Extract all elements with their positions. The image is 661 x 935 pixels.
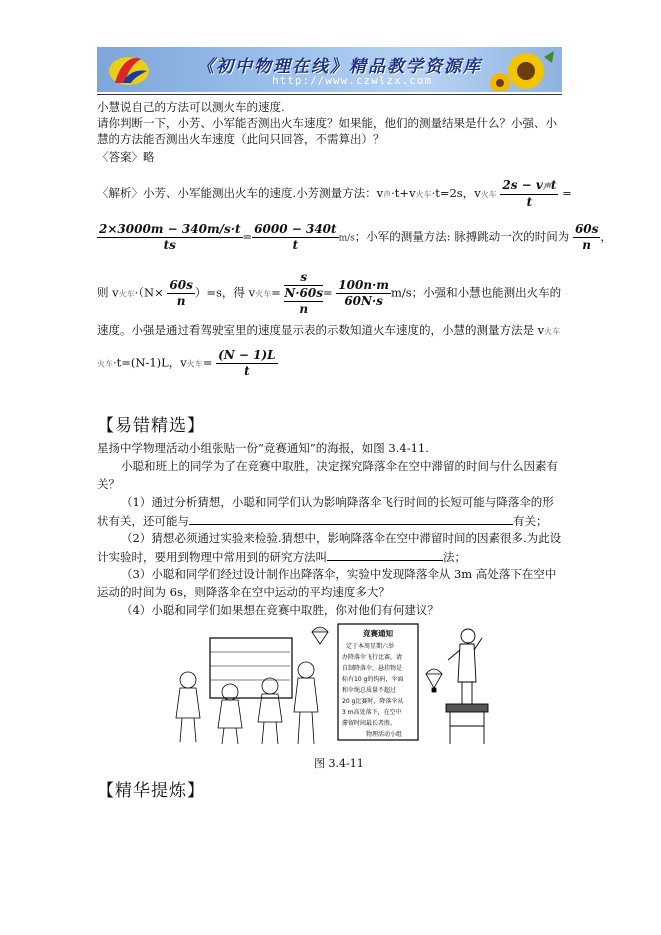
analysis-text: ；小军的测量方法: 脉搏跳动一次的时间为 <box>354 229 570 244</box>
fraction-denominator: ts <box>163 238 176 252</box>
equals-sign: = <box>323 285 333 300</box>
fraction-numerator: 60s <box>169 278 193 292</box>
fraction <box>573 222 600 253</box>
analysis-text: 速度。小强是通过看驾驶室里的速度显示表的示数知道火车速度的，小慧的测量方法是 v <box>97 323 545 337</box>
analysis-text: ）=s，得 v <box>194 285 256 300</box>
subscript: 声 <box>542 181 551 191</box>
subscript: 火车 <box>118 289 135 299</box>
analysis-text: ·t=(N-1)L，v <box>113 355 187 370</box>
fraction-denominator: n <box>176 294 186 308</box>
question-2: （2）猜想必须通过实验来检验.猜想中，影响降落伞在空中滞留时间的因素很多.为此设 <box>121 531 562 545</box>
answer-line: 〈答案〉略 <box>97 150 155 164</box>
text: 状有关，还可能与 <box>97 514 189 528</box>
analysis-line-5 <box>97 348 278 379</box>
subscript: 声 <box>383 190 392 199</box>
fraction <box>500 178 558 210</box>
analysis-text: 〈解析〉小芳、小军能测出火车的速度.小芳测量方法：v <box>97 186 384 200</box>
fraction-numerator: 2×3000m − 340m/s·t <box>99 222 241 236</box>
analysis-text: ·t+v <box>391 186 416 200</box>
fraction <box>97 222 243 253</box>
fraction <box>336 278 391 309</box>
parachute-drawing <box>312 627 328 644</box>
question-1-cont <box>97 513 548 529</box>
analysis-line-1 <box>97 178 572 210</box>
poster-title: 竞赛通知 <box>363 629 393 638</box>
poster-line: 定于本周星期六举 <box>346 643 395 650</box>
poster-line: 和伞绳总质量不超过 <box>342 687 397 694</box>
poster-line: 滞留时间最长者胜。 <box>342 720 397 727</box>
small-parachute-drawing <box>426 669 442 692</box>
analysis-text: ·（N× <box>134 285 164 300</box>
section-heading-errors: 【易错精选】 <box>97 416 205 436</box>
fraction-numerator: 60s <box>574 222 599 236</box>
subscript: 火车 <box>97 359 113 369</box>
fraction-numerator: 100n·m <box>338 278 389 292</box>
fraction-middle: N·60s <box>284 286 323 300</box>
analysis-text: m/s；小强和小慧也能测出火车的 <box>390 285 562 300</box>
figure-illustration <box>170 622 490 747</box>
equals-sign: = <box>242 229 253 244</box>
fraction <box>216 348 278 379</box>
fraction-denominator: n <box>299 302 309 316</box>
fraction-denominator: t <box>244 364 250 378</box>
fraction-numerator: 2s − v <box>502 178 543 192</box>
comma: ， <box>600 229 612 244</box>
text-line: 关？ <box>97 477 120 491</box>
poster-line: 办降落伞飞行比赛，请 <box>342 654 403 661</box>
subscript: 火车 <box>415 190 432 199</box>
header-banner <box>97 47 562 92</box>
text-line: 星扬中学物理活动小组张贴一份“竞赛通知”的海报，如图 3.4-11. <box>97 441 429 455</box>
fraction-denominator: t <box>292 238 299 252</box>
person-on-table-drawing <box>446 629 488 744</box>
banner-title: 《初中物理在线》精品教学资源库 <box>197 57 482 77</box>
figure-caption: 图 3.4-11 <box>314 757 364 770</box>
site-logo-icon <box>107 53 151 87</box>
question-3: （3）小聪和同学们经过设计制作出降落伞，实验中发现降落伞从 3m 高处落下在空中 <box>121 567 557 581</box>
fraction-numerator-tail: t <box>550 178 557 192</box>
text-line: 请你判断一下，小芳、小军能否测出火车速度？如果能，他们的测量结果是什么？小强、小 <box>97 116 557 130</box>
fraction <box>167 278 194 309</box>
poster-line: 20 g比赛时，降落伞从 <box>342 698 404 705</box>
question-1: （1）通过分析猜想，小聪和同学们认为影响降落伞飞行时间的长短可能与降落伞的形 <box>121 495 554 509</box>
question-3-cont: 运动的时间为 6s，则降落伞在空中运动的平均速度多大？ <box>97 585 390 599</box>
subscript: 火车 <box>186 359 203 369</box>
banner-url: http://www.czwlzx.com <box>272 74 433 87</box>
poster-signature: 物理活动小组 <box>366 731 403 738</box>
subscript: 火车 <box>255 289 272 299</box>
answer-blank[interactable] <box>327 549 443 561</box>
equals-sign: = <box>202 355 213 370</box>
fraction-numerator: s <box>284 270 323 286</box>
fraction-denominator: 60N·s <box>344 294 383 308</box>
fraction-numerator: 6000 − 340t <box>254 222 337 236</box>
fraction-denominator: n <box>582 238 592 252</box>
subscript: 火车 <box>480 190 497 199</box>
fraction <box>252 222 338 253</box>
analysis-line-2 <box>97 222 612 253</box>
text-line: 小慧说自己的方法可以测火车的速度. <box>97 100 285 114</box>
equals-sign: = <box>562 186 572 200</box>
text-line: 小聪和班上的同学为了在竞赛中取胜，决定探究降落伞在空中滞留的时间与什么因素有 <box>121 459 558 473</box>
fraction <box>284 270 323 317</box>
text: 法； <box>443 550 466 564</box>
poster-line: 3 m高处落下，在空中 <box>342 709 402 716</box>
fraction-denominator: t <box>526 195 533 209</box>
equals-sign: = <box>271 285 281 300</box>
analysis-line-3 <box>97 270 561 317</box>
analysis-line-4 <box>97 323 560 339</box>
analysis-text: 则 v <box>97 285 119 300</box>
answer-blank[interactable] <box>189 513 513 525</box>
poster-lines <box>342 642 403 738</box>
text: 计实验时，要用到物理中常用到的研究方法叫 <box>97 550 327 564</box>
question-2-cont <box>97 549 466 565</box>
header-rule <box>97 94 562 95</box>
fraction-numerator: (N − 1)L <box>218 348 276 362</box>
text: 有关； <box>513 514 548 528</box>
section-heading-essentials: 【精华提炼】 <box>97 781 205 801</box>
question-4: （4）小聪和同学们如果想在竞赛中取胜，你对他们有何建议？ <box>121 603 439 617</box>
unit: m/s <box>338 233 355 244</box>
poster-line: 标有10 g的钩码，伞面 <box>342 676 404 683</box>
analysis-text: ·t=2s，v <box>431 186 481 200</box>
subscript: 火车 <box>544 327 561 336</box>
text-line: 慧的方法能否测出火车速度（此问只回答，不需算出）？ <box>97 132 385 146</box>
sunflower-icon <box>486 49 556 91</box>
poster-line: 自制降落伞，悬挂物是 <box>342 665 403 672</box>
